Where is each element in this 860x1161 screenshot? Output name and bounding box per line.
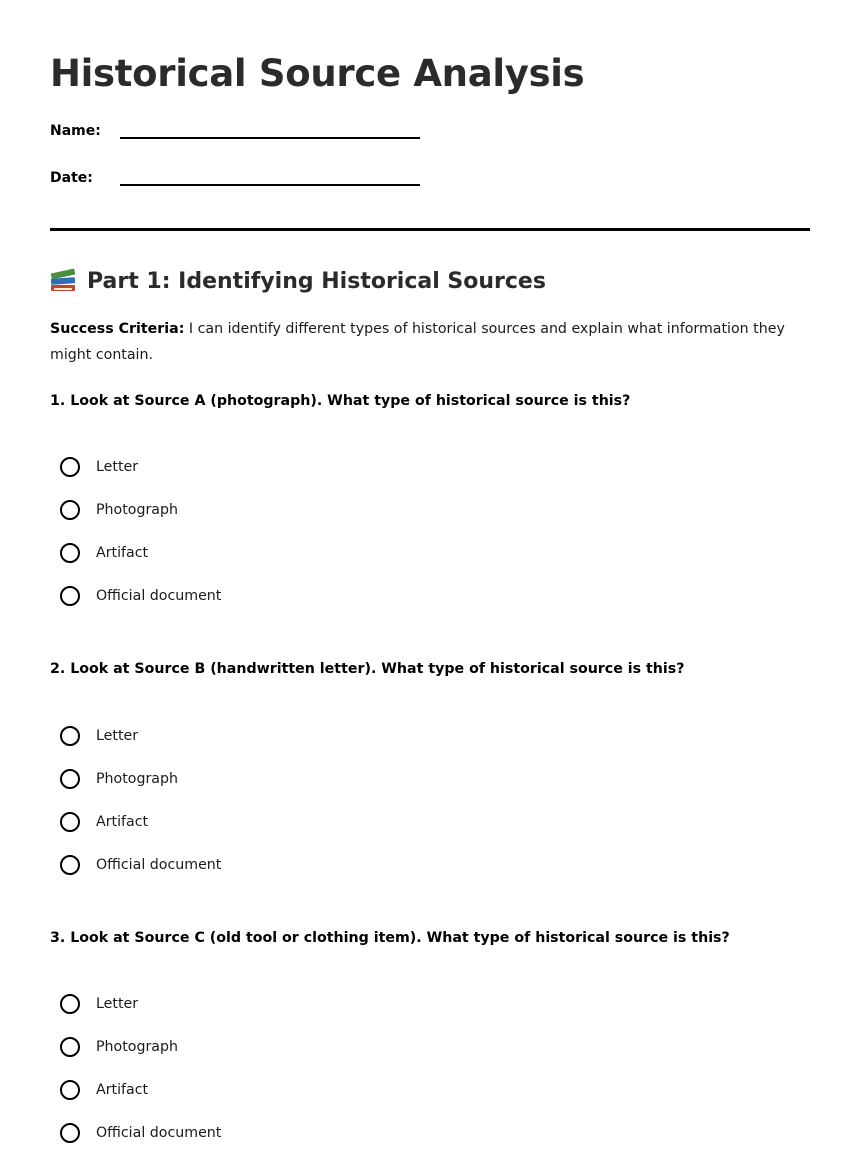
option-label: Official document <box>96 1125 222 1141</box>
success-criteria-text: I can identify different types of historical sources and explain what information they might contain. <box>50 321 785 363</box>
option-photograph[interactable] <box>60 497 460 523</box>
name-field-row <box>50 122 430 152</box>
option-artifact[interactable] <box>60 1077 460 1103</box>
option-label: Photograph <box>96 502 179 518</box>
radio-circle-icon[interactable] <box>60 1037 80 1057</box>
question-text: 1. Look at Source A (photograph). What type of historical source is this? <box>50 393 631 409</box>
radio-circle-icon[interactable] <box>60 543 80 563</box>
option-photograph[interactable] <box>60 1034 460 1060</box>
option-label: Artifact <box>96 545 149 561</box>
question-text: 3. Look at Source C (old tool or clothing item). What type of historical source is this? <box>50 930 730 946</box>
name-label: Name: <box>50 123 101 139</box>
option-label: Artifact <box>96 1082 149 1098</box>
radio-circle-icon[interactable] <box>60 500 80 520</box>
option-label: Letter <box>96 996 139 1012</box>
option-label: Letter <box>96 459 139 475</box>
page-title: Historical Source Analysis <box>50 52 585 95</box>
option-label: Official document <box>96 588 222 604</box>
date-input-line[interactable] <box>120 184 420 186</box>
radio-circle-icon[interactable] <box>60 769 80 789</box>
name-input-line[interactable] <box>120 137 420 139</box>
option-label: Photograph <box>96 771 179 787</box>
option-artifact[interactable] <box>60 540 460 566</box>
option-label: Letter <box>96 728 139 744</box>
option-letter[interactable] <box>60 454 460 480</box>
radio-circle-icon[interactable] <box>60 1123 80 1143</box>
option-photograph[interactable] <box>60 766 460 792</box>
success-criteria-label: Success Criteria: <box>50 321 185 337</box>
radio-circle-icon[interactable] <box>60 994 80 1014</box>
option-label: Artifact <box>96 814 149 830</box>
question-text: 2. Look at Source B (handwritten letter). What type of historical source is this? <box>50 661 685 677</box>
radio-circle-icon[interactable] <box>60 1080 80 1100</box>
header-divider <box>50 228 810 231</box>
books-icon <box>50 269 77 295</box>
option-official-document[interactable] <box>60 852 460 878</box>
option-label: Official document <box>96 857 222 873</box>
success-criteria <box>50 316 810 368</box>
section-title: Part 1: Identifying Historical Sources <box>87 269 546 294</box>
radio-circle-icon[interactable] <box>60 855 80 875</box>
radio-circle-icon[interactable] <box>60 586 80 606</box>
radio-circle-icon[interactable] <box>60 726 80 746</box>
option-label: Photograph <box>96 1039 179 1055</box>
option-official-document[interactable] <box>60 1120 460 1146</box>
section-heading <box>50 266 546 298</box>
radio-circle-icon[interactable] <box>60 812 80 832</box>
option-artifact[interactable] <box>60 809 460 835</box>
date-field-row <box>50 169 430 199</box>
option-letter[interactable] <box>60 991 460 1017</box>
option-letter[interactable] <box>60 723 460 749</box>
radio-circle-icon[interactable] <box>60 457 80 477</box>
option-official-document[interactable] <box>60 583 460 609</box>
date-label: Date: <box>50 170 93 186</box>
